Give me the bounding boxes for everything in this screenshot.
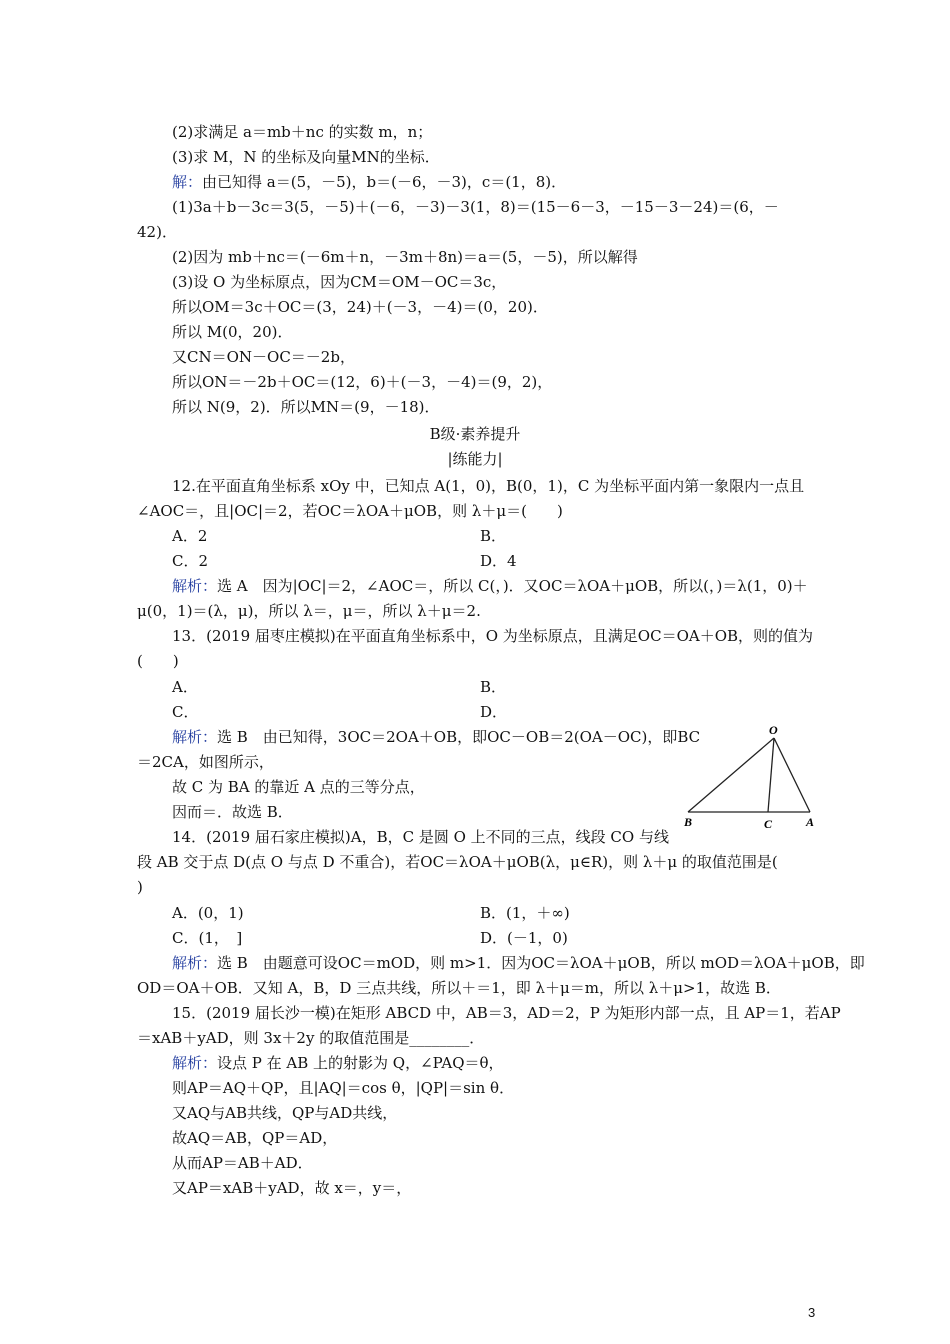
label-o: O bbox=[769, 725, 778, 737]
line-text: 选 B 由已知得，3OC＝2OA＋OB，即OC－OB＝2(OA－OC)，即BC bbox=[217, 728, 701, 746]
line-text: ∠AOC＝，且|OC|＝2，若OC＝λOA＋μOB，则 λ＋μ＝( ) bbox=[137, 502, 563, 520]
answer-option: A． bbox=[172, 678, 198, 696]
line-text: 所以ON＝－2b＋OC＝(12，6)＋(－3，－4)＝(9，2)， bbox=[172, 373, 553, 391]
text-line bbox=[172, 1178, 411, 1198]
line-text: 段 AB 交于点 D(点 O 与点 D 不重合)，若OC＝λOA＋μOB(λ，μ∈R)，则 λ＋μ 的取值范围是( bbox=[137, 853, 778, 871]
line-text: ) bbox=[137, 878, 143, 896]
text-line bbox=[137, 651, 179, 671]
line-text: 设点 P 在 AB 上的射影为 Q，∠PAQ＝θ， bbox=[217, 1054, 504, 1072]
line-text: ＝xAB＋yAD，则 3x＋2y 的取值范围是________． bbox=[137, 1029, 485, 1047]
answer-label: 解： bbox=[172, 173, 203, 191]
line-text: (3)设 O 为坐标原点，因为CM＝OM－OC＝3c， bbox=[172, 273, 507, 291]
text-line bbox=[172, 576, 808, 596]
answer-option: C．2 bbox=[172, 552, 209, 570]
line-text: 42)． bbox=[137, 223, 177, 241]
text-line bbox=[172, 147, 440, 167]
answer-option: D． bbox=[480, 703, 508, 721]
line-text: 又AP＝xAB＋yAD，故 x＝，y＝， bbox=[172, 1179, 412, 1197]
text-line bbox=[172, 1078, 514, 1098]
text-line bbox=[172, 297, 548, 317]
answer-option: D．4 bbox=[480, 552, 517, 570]
line-text: 12.在平面直角坐标系 xOy 中，已知点 A(1，0)，B(0，1)，C 为坐标平面内第一象限内一点且 bbox=[172, 477, 805, 495]
text-line bbox=[172, 397, 440, 417]
line-text: 15．(2019 届长沙一模)在矩形 ABCD 中，AB＝3，AD＝2，P 为矩形内部一点，且 AP＝1，若AP bbox=[172, 1004, 841, 1022]
text-line bbox=[172, 1103, 397, 1123]
line-text: (2)求满足 a＝mb＋nc 的实数 m，n； bbox=[172, 123, 433, 141]
line-text: 14．(2019 届石家庄模拟)A，B，C 是圆 O 上不同的三点，线段 CO 与线 bbox=[172, 828, 669, 846]
line-text: 故 C 为 BA 的靠近 A 点的三等分点， bbox=[172, 778, 425, 796]
text-line bbox=[172, 247, 638, 267]
text-line bbox=[172, 953, 865, 973]
text-line bbox=[172, 322, 292, 342]
text-line bbox=[172, 1128, 337, 1148]
line-text: OD＝OA＋OB．又知 A，B，D 三点共线，所以＋＝1，即 λ＋μ＝m，所以 λ＋μ>1，故选 B． bbox=[137, 979, 781, 997]
text-line bbox=[172, 727, 700, 747]
line-text: (2)因为 mb＋nc＝(－6m＋n，－3m＋8n)＝a＝(5，－5)，所以解得 bbox=[172, 248, 638, 266]
text-line bbox=[137, 978, 781, 998]
answer-option: D．(－1，0) bbox=[480, 929, 568, 947]
answer-option: A．2 bbox=[172, 527, 208, 545]
line-text: 由已知得 a＝(5，－5)，b＝(－6，－3)，c＝(1，8)． bbox=[202, 173, 567, 191]
line-text: 选 B 由题意可设OC＝mOD，则 m>1．因为OC＝λOA＋μOB，所以 mOD＝λOA＋μOB，即 bbox=[217, 954, 865, 972]
text-line bbox=[172, 802, 293, 822]
text-line bbox=[137, 852, 778, 872]
text-line bbox=[172, 372, 552, 392]
answer-option: B． bbox=[480, 678, 507, 696]
text-line bbox=[137, 222, 177, 242]
answer-label: 解析： bbox=[172, 954, 218, 972]
answer-label: 解析： bbox=[172, 728, 218, 746]
line-text: 又AQ与AB共线，QP与AD共线， bbox=[172, 1104, 398, 1122]
line-text: 又CN＝ON－OC＝－2b， bbox=[172, 348, 355, 366]
answer-option: A．(0，1) bbox=[172, 904, 244, 922]
line-text: 所以 M(0，20)． bbox=[172, 323, 293, 341]
line-text: (3)求 M，N 的坐标及向量MN的坐标． bbox=[172, 148, 440, 166]
text-line bbox=[172, 272, 506, 292]
line-text: ＝2CA，如图所示， bbox=[137, 753, 274, 771]
text-line bbox=[172, 122, 432, 142]
text-line bbox=[172, 827, 669, 847]
page-number: 3 bbox=[808, 1305, 816, 1320]
line-text: 则AP＝AQ＋QP，且|AQ|＝cos θ，|QP|＝sin θ． bbox=[172, 1079, 515, 1097]
text-line bbox=[172, 172, 566, 192]
text-line bbox=[137, 601, 481, 621]
section-subtitle: |练能力| bbox=[447, 450, 503, 468]
line-text: 从而AP＝AB＋AD． bbox=[172, 1154, 313, 1172]
answer-label: 解析： bbox=[172, 1054, 218, 1072]
line-text: 选 A 因为|OC|＝2，∠AOC＝，所以 C(，)．又OC＝λOA＋μOB，所以(，)＝λ(1，0)＋ bbox=[217, 577, 808, 595]
text-line bbox=[172, 1053, 504, 1073]
answer-label: 解析： bbox=[172, 577, 218, 595]
label-a: A bbox=[806, 815, 815, 829]
triangle-figure bbox=[682, 725, 822, 829]
edge-ob bbox=[688, 738, 774, 812]
text-line bbox=[172, 1153, 313, 1173]
line-text: 因而＝．故选 B． bbox=[172, 803, 293, 821]
line-text: μ(0，1)＝(λ，μ)，所以 λ＝，μ＝，所以 λ＋μ＝2. bbox=[137, 602, 481, 620]
line-text: 所以OM＝3c＋OC＝(3，24)＋(－3，－4)＝(0，20)． bbox=[172, 298, 548, 316]
answer-option: C． bbox=[172, 703, 199, 721]
section-title: B级·素养提升 bbox=[429, 425, 521, 443]
text-line bbox=[137, 877, 143, 897]
text-line bbox=[137, 501, 563, 521]
line-text: 13．(2019 届枣庄模拟)在平面直角坐标系中，O 为坐标原点，且满足OC＝OA＋OB，则的值为 bbox=[172, 627, 814, 645]
text-line bbox=[172, 1003, 841, 1023]
text-line bbox=[172, 626, 813, 646]
text-line bbox=[172, 197, 779, 217]
text-line bbox=[172, 476, 804, 496]
answer-option: B．(1，＋∞) bbox=[480, 904, 570, 922]
label-c: C bbox=[764, 817, 773, 829]
text-line bbox=[172, 347, 355, 367]
text-line bbox=[137, 1028, 484, 1048]
edge-oc bbox=[768, 738, 774, 812]
text-line bbox=[172, 777, 425, 797]
line-text: ( ) bbox=[137, 652, 179, 670]
line-text: (1)3a＋b－3c＝3(5，－5)＋(－6，－3)－3(1，8)＝(15－6－3，－15－3－24)＝(6，－ bbox=[172, 198, 779, 216]
line-text: 故AQ＝AB，QP＝AD， bbox=[172, 1129, 338, 1147]
answer-option: B． bbox=[480, 527, 507, 545]
label-b: B bbox=[684, 815, 693, 829]
line-text: 所以 N(9，2)．所以MN＝(9，－18)． bbox=[172, 398, 440, 416]
answer-option: C．(1， ] bbox=[172, 929, 243, 947]
edge-oa bbox=[774, 738, 810, 812]
text-line bbox=[137, 752, 274, 772]
